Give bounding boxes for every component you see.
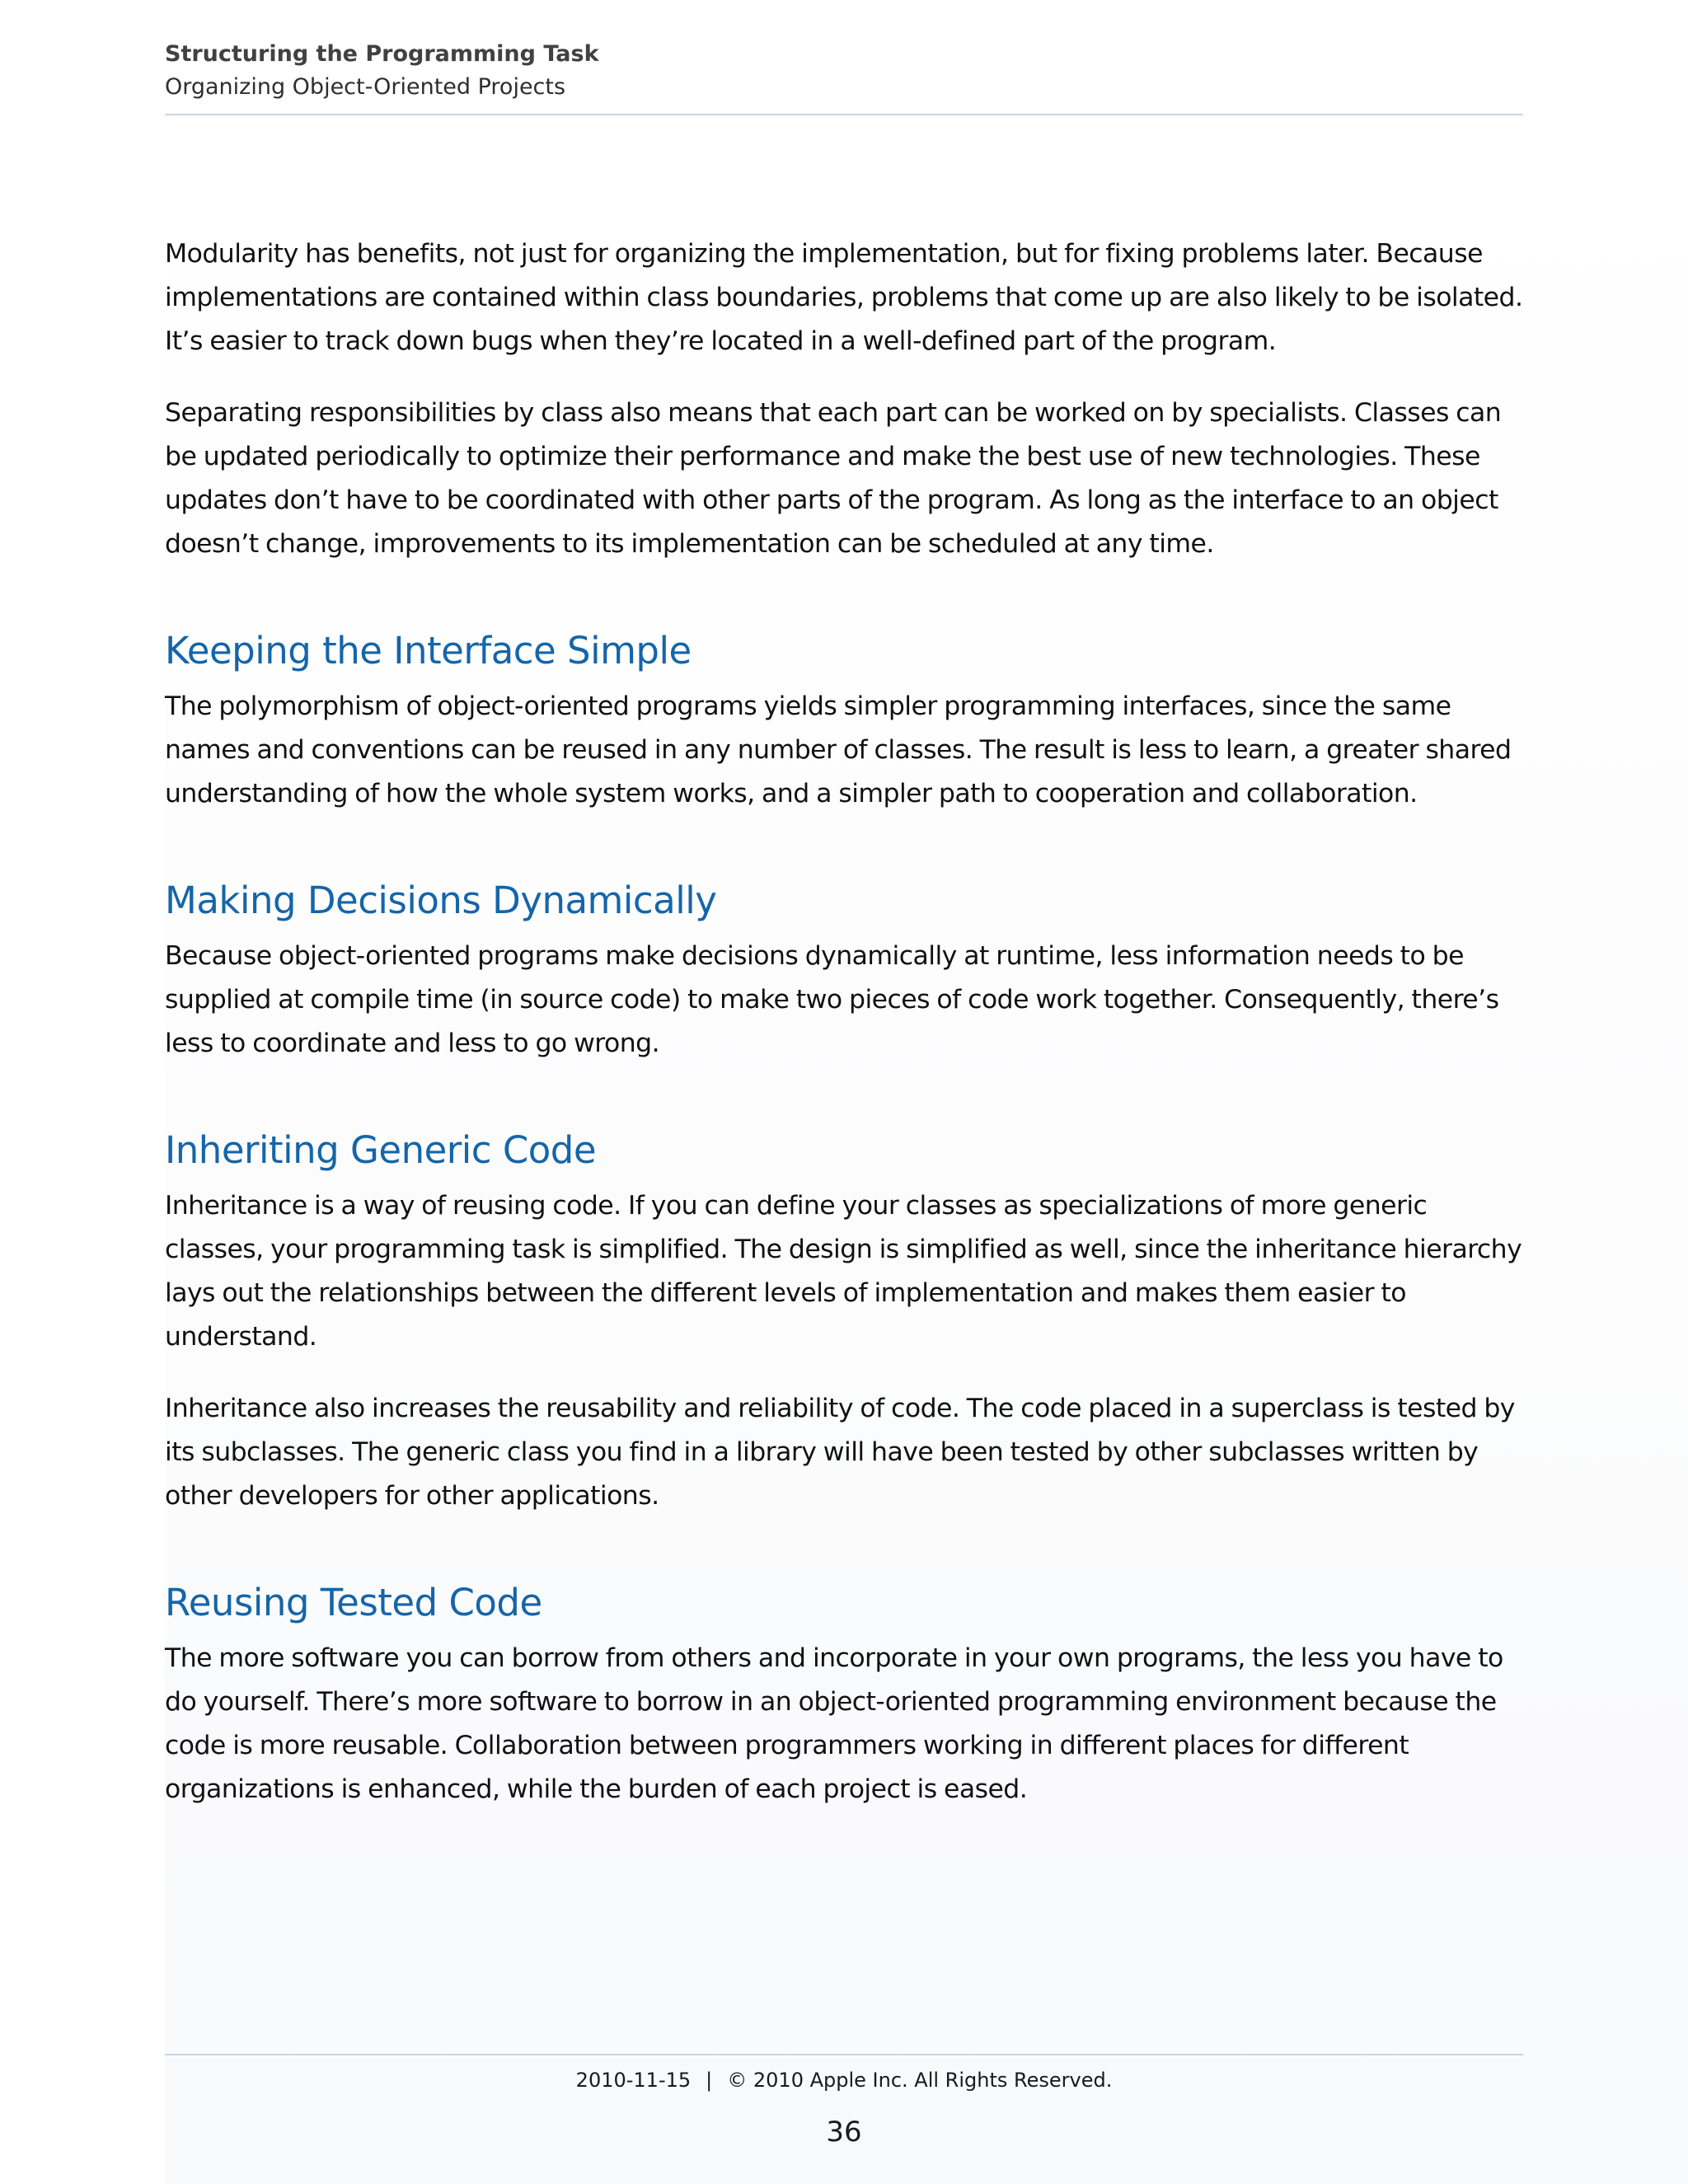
section-heading: Making Decisions Dynamically xyxy=(165,879,717,922)
header-chapter-title: Structuring the Programming Task xyxy=(165,41,599,67)
footer-divider xyxy=(165,2054,1523,2055)
running-header xyxy=(165,38,1523,104)
section-paragraph: Inheritance also increases the reusability and reliability of code. The code placed in a superclass is tested by its subclasses. The generic class you find in a library will have been tested by other subclasses written by other developers for other applications. xyxy=(165,1394,1515,1511)
page-number: 36 xyxy=(826,2116,862,2149)
section-paragraph: Because object-oriented programs make decisions dynamically at runtime, less information needs to be supplied at compile time (in source code) to make two pieces of code work together. Consequently, there’s less to coordinate and less to go wrong. xyxy=(165,941,1499,1058)
section-paragraph: The polymorphism of object-oriented programs yields simpler programming interfaces, since the same names and conventions can be reused in any number of classes. The result is less to learn, a greater shared understanding of how the whole system works, and a simpler path to cooperation and collaboration. xyxy=(165,691,1512,808)
page-content xyxy=(165,232,1525,1840)
page-footer xyxy=(165,2064,1523,2097)
section-reusing-tested-code xyxy=(165,1579,1525,1811)
footer-copyright: © 2010 Apple Inc. All Rights Reserved. xyxy=(727,2069,1113,2092)
intro-paragraph: Modularity has benefits, not just for organizing the implementation, but for fixing problems later. Because implementations are contained within class boundaries, problems that come up are also likely to be isolated. It’s easier to track down bugs when they’re located in a well-defined part of the program. xyxy=(165,239,1523,356)
section-making-decisions-dynamically xyxy=(165,877,1525,1066)
footer-separator: | xyxy=(706,2069,713,2092)
section-paragraph: The more software you can borrow from others and incorporate in your own programs, the less you have to do yourself. There’s more software to borrow in an object-oriented programming environment because the code is more reusable. Collaboration between programmers working in different places for different organizations is enhanced, while the burden of each project is eased. xyxy=(165,1643,1503,1804)
header-section-title: Organizing Object-Oriented Projects xyxy=(165,74,566,100)
section-heading: Keeping the Interface Simple xyxy=(165,629,692,673)
section-paragraph: Inheritance is a way of reusing code. If you can define your classes as specializations of more generic classes, your programming task is simplified. The design is simplified as well, since the inheritance hierarchy lays out the relationships between the different levels of implementation and makes them easier to understand. xyxy=(165,1191,1522,1352)
header-divider xyxy=(165,114,1523,115)
section-heading: Inheriting Generic Code xyxy=(165,1128,597,1172)
footer-date: 2010-11-15 xyxy=(575,2069,692,2092)
section-inheriting-generic-code xyxy=(165,1127,1525,1518)
section-heading: Reusing Tested Code xyxy=(165,1581,542,1624)
intro-paragraph: Separating responsibilities by class also means that each part can be worked on by specialists. Classes can be updated periodically to optimize their performance and make the best use of new technologies. These updates don’t have to be coordinated with other parts of the program. As long as the interface to an object doesn’t change, improvements to its implementation can be scheduled at any time. xyxy=(165,398,1502,559)
section-keeping-interface-simple xyxy=(165,627,1525,816)
